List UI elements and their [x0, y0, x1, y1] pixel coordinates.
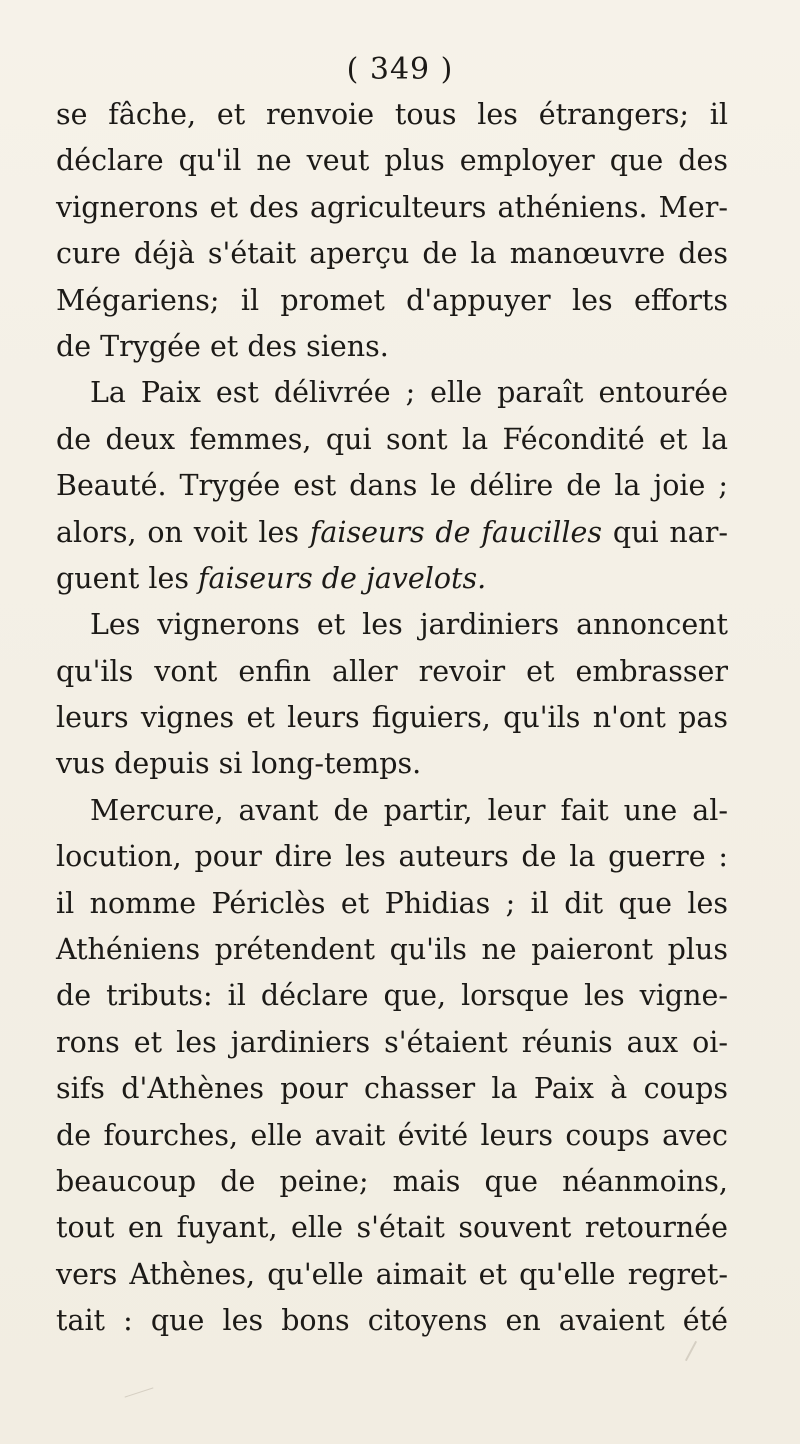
body-text: [56, 92, 728, 1345]
text-line: [56, 138, 728, 184]
text-run: sifs d'Athènes pour chasser la Paix à coups: [56, 1072, 728, 1106]
text-run: Athéniens prétendent qu'ils ne paieront plus: [56, 933, 728, 967]
text-line: [56, 1066, 728, 1112]
text-line: [56, 370, 728, 416]
text-line: [56, 463, 728, 509]
text-run: Mégariens; il promet d'appuyer les efforts: [56, 283, 728, 317]
text-line: [56, 1020, 728, 1066]
text-run: se fâche, et renvoie tous les étrangers; il: [56, 98, 728, 131]
text-run: déclare qu'il ne veut plus employer que des: [56, 144, 728, 178]
text-line: [56, 417, 728, 463]
text-run: vers Athènes, qu'elle aimait et qu'elle regret-: [56, 1257, 728, 1291]
text-run: guent les: [56, 561, 198, 595]
text-run: Beauté. Trygée est dans le délire de la joie ;: [56, 469, 728, 503]
text-line: [56, 834, 728, 880]
text-line: [56, 973, 728, 1019]
text-line: [56, 741, 728, 787]
text-run: il nomme Périclès et Phidias ; il dit que les: [56, 886, 728, 920]
text-line: [56, 92, 728, 138]
text-run: tout en fuyant, elle s'était souvent retournée: [56, 1211, 728, 1245]
text-line: [56, 1252, 728, 1298]
text-line: [56, 556, 728, 602]
page-number: ( 349 ): [346, 52, 454, 87]
text-run: qu'ils vont enfin aller revoir et embrasser: [56, 654, 728, 688]
text-run: cure déjà s'était aperçu de la manœuvre des: [56, 237, 728, 271]
text-line: [56, 510, 728, 556]
italic-phrase: faiseurs de faucilles: [309, 515, 603, 549]
text-line: [56, 1159, 728, 1205]
text-line: [56, 1113, 728, 1159]
text-run: rons et les jardiniers s'étaient réunis aux oi-: [56, 1025, 728, 1059]
text-run: de Trygée et des siens.: [56, 329, 389, 363]
text-run: vignerons et des agriculteurs athéniens. Mer-: [56, 190, 728, 224]
text-run: de deux femmes, qui sont la Fécondité et la: [56, 422, 728, 456]
text-run: Les vignerons et les jardiniers annoncent: [90, 608, 728, 642]
text-run: qui nar-: [602, 515, 728, 549]
text-line: [56, 881, 728, 927]
text-run: beaucoup de peine; mais que néanmoins,: [56, 1164, 728, 1198]
text-line: [56, 278, 728, 324]
italic-phrase: faiseurs de javelots.: [198, 561, 487, 595]
text-run: locution, pour dire les auteurs de la guerre :: [56, 840, 728, 874]
paper-speck: [125, 1387, 154, 1397]
text-run: Mercure, avant de partir, leur fait une al-: [90, 793, 728, 827]
text-run: La Paix est délivrée ; elle paraît entourée: [90, 376, 728, 410]
text-line: [56, 788, 728, 834]
text-line: [56, 649, 728, 695]
text-line: [56, 324, 728, 370]
text-line: [56, 927, 728, 973]
text-line: [56, 602, 728, 648]
text-line: [56, 695, 728, 741]
text-run: vus depuis si long-temps.: [56, 747, 422, 781]
text-run: de fourches, elle avait évité leurs coups avec: [56, 1118, 728, 1152]
text-line: [56, 185, 728, 231]
text-line: [56, 1298, 728, 1344]
text-run: de tributs: il déclare que, lorsque les vigne-: [56, 979, 728, 1013]
text-run: alors, on voit les: [56, 515, 310, 549]
text-line: [56, 231, 728, 277]
text-line: [56, 1205, 728, 1251]
text-run: leurs vignes et leurs figuiers, qu'ils n'ont pas: [56, 701, 728, 735]
text-run: tait : que les bons citoyens en avaient été: [56, 1304, 728, 1338]
